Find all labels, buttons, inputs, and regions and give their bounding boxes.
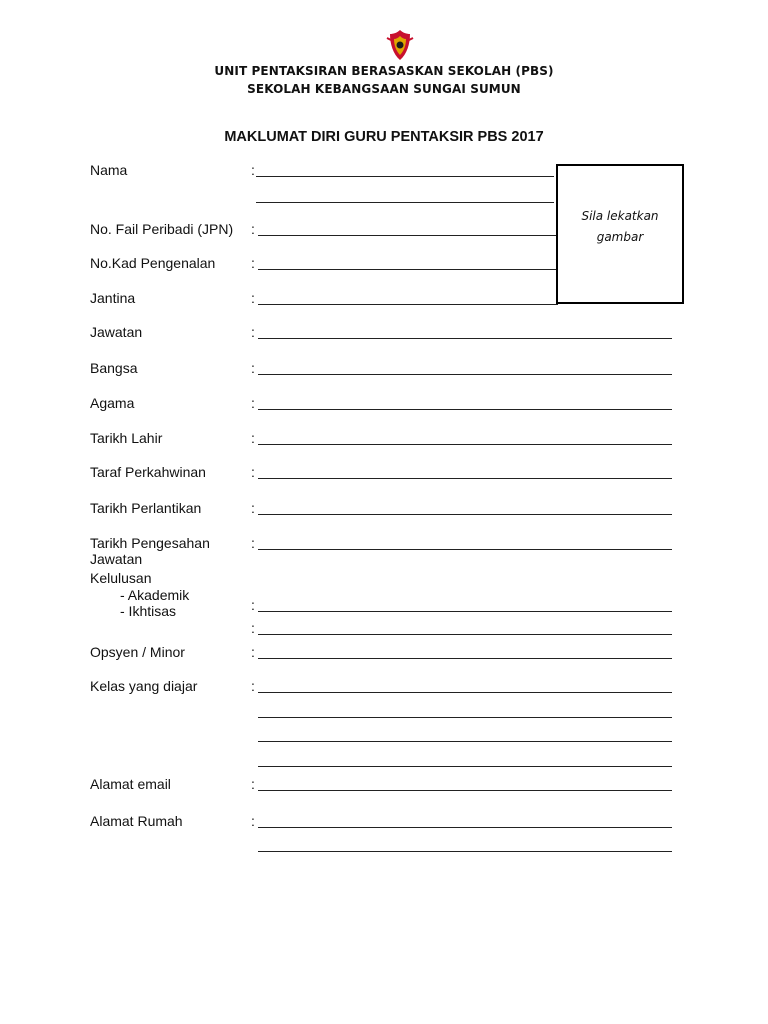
field-agama[interactable] xyxy=(258,409,672,410)
field-no-kad[interactable] xyxy=(258,269,556,270)
colon: : xyxy=(251,464,255,480)
label-email: Alamat email xyxy=(90,776,171,792)
field-akademik[interactable] xyxy=(258,611,672,612)
colon: : xyxy=(251,597,255,613)
field-nama-line2[interactable] xyxy=(256,202,554,203)
label-kelas: Kelas yang diajar xyxy=(90,678,198,694)
colon: : xyxy=(251,290,255,306)
school-crest-icon xyxy=(383,28,417,62)
field-nama[interactable] xyxy=(256,176,554,177)
field-bangsa[interactable] xyxy=(258,374,672,375)
label-opsyen: Opsyen / Minor xyxy=(90,644,185,660)
label-kelulusan: Kelulusan xyxy=(90,570,152,586)
page-title: MAKLUMAT DIRI GURU PENTAKSIR PBS 2017 xyxy=(224,129,544,145)
field-email[interactable] xyxy=(258,790,672,791)
colon: : xyxy=(251,620,255,636)
label-rumah: Alamat Rumah xyxy=(90,813,183,829)
colon: : xyxy=(251,430,255,446)
header-unit-name: UNIT PENTAKSIRAN BERASASKAN SEKOLAH (PBS) xyxy=(214,64,554,78)
colon: : xyxy=(251,255,255,271)
colon: : xyxy=(251,221,255,237)
photo-instruction-line2: gambar xyxy=(596,230,644,244)
field-no-fail[interactable] xyxy=(258,235,556,236)
field-kelas-line2[interactable] xyxy=(258,717,672,718)
colon: : xyxy=(251,360,255,376)
field-tarikh-lahir[interactable] xyxy=(258,444,672,445)
header-school-name: SEKOLAH KEBANGSAAN SUNGAI SUMUN xyxy=(247,82,521,96)
field-ikhtisas[interactable] xyxy=(258,634,672,635)
photo-instruction xyxy=(558,206,682,248)
label-tarikh-pengesahan: Tarikh Pengesahan xyxy=(90,535,210,551)
label-agama: Agama xyxy=(90,395,135,411)
label-ikhtisas: - Ikhtisas xyxy=(120,603,177,619)
label-nama: Nama xyxy=(90,162,128,178)
field-jawatan[interactable] xyxy=(258,338,672,339)
label-jawatan: Jawatan xyxy=(90,324,143,340)
label-no-kad: No.Kad Pengenalan xyxy=(90,255,216,271)
label-tarikh-perlantikan: Tarikh Perlantikan xyxy=(90,500,202,516)
label-no-fail: No. Fail Peribadi (JPN) xyxy=(90,221,234,237)
field-kelas-line3[interactable] xyxy=(258,741,672,742)
label-akademik: - Akademik xyxy=(120,587,190,603)
colon: : xyxy=(251,678,255,694)
colon: : xyxy=(251,324,255,340)
colon: : xyxy=(251,162,255,178)
field-rumah[interactable] xyxy=(258,827,672,828)
label-taraf-perkahwinan: Taraf Perkahwinan xyxy=(90,464,206,480)
photo-box[interactable] xyxy=(556,164,684,304)
colon: : xyxy=(251,535,255,551)
photo-instruction-line1: Sila lekatkan xyxy=(581,209,659,223)
label-bangsa: Bangsa xyxy=(90,360,138,376)
field-tarikh-pengesahan[interactable] xyxy=(258,549,672,550)
colon: : xyxy=(251,776,255,792)
colon: : xyxy=(251,500,255,516)
label-tarikh-pengesahan-line2: Jawatan xyxy=(90,551,143,567)
colon: : xyxy=(251,644,255,660)
label-jantina: Jantina xyxy=(90,290,136,306)
field-kelas[interactable] xyxy=(258,692,672,693)
field-jantina[interactable] xyxy=(258,304,558,305)
field-kelas-line4[interactable] xyxy=(258,766,672,767)
field-opsyen[interactable] xyxy=(258,658,672,659)
field-rumah-line2[interactable] xyxy=(258,851,672,852)
colon: : xyxy=(251,813,255,829)
colon: : xyxy=(251,395,255,411)
label-tarikh-lahir: Tarikh Lahir xyxy=(90,430,163,446)
field-taraf-perkahwinan[interactable] xyxy=(258,478,672,479)
field-tarikh-perlantikan[interactable] xyxy=(258,514,672,515)
